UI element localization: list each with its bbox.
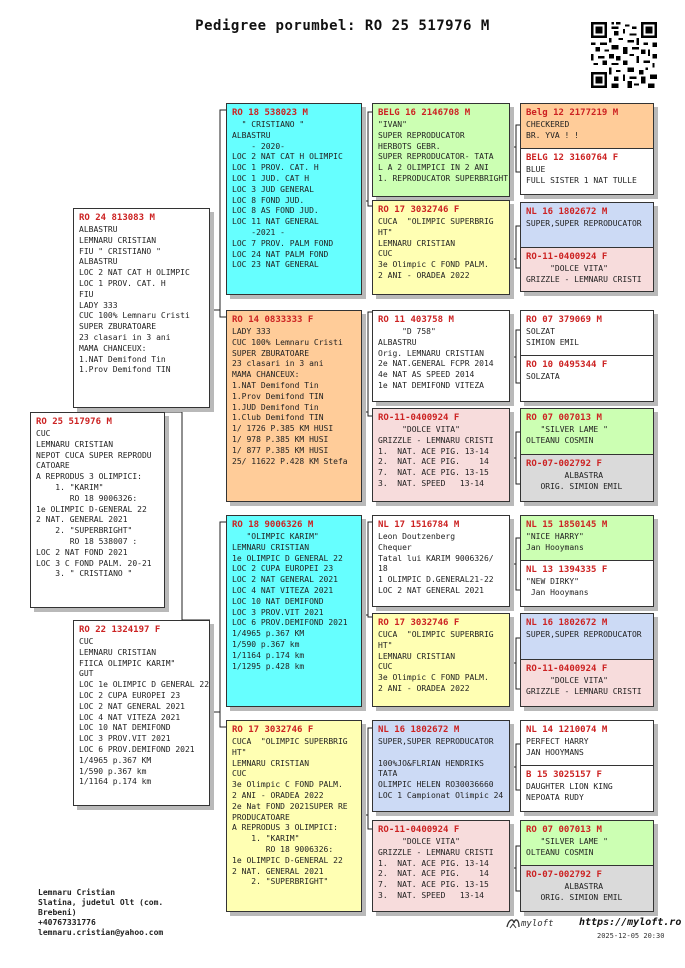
pigeon-details: CHECKERED BR. YVA ! ! xyxy=(526,120,579,140)
pigeon-details: SUPER,SUPER REPRODUCATOR xyxy=(526,219,642,228)
pigeon-details: DAUGHTER LION KING NEPOATA RUDY xyxy=(526,782,613,802)
ring-number: NL 15 1850145 M xyxy=(526,520,608,530)
ring-number: B 15 3025157 F xyxy=(526,770,602,780)
ring-number: RO 25 517976 M xyxy=(36,417,112,427)
ring-number: BELG 16 2146708 M xyxy=(378,108,471,118)
pigeon-card-sire-sire xyxy=(226,103,362,295)
pigeon-pair-6 xyxy=(520,613,654,707)
owner-contact: Lemnaru Cristian Slatina, judetul Olt (com. Brebeni) +40767331776 lemnaru.cristian@yahoo.com xyxy=(38,888,164,937)
pigeon-card-dam-sire xyxy=(226,515,362,707)
pigeon-card-sire-dam xyxy=(226,310,362,502)
pigeon-details: CUC LEMNARU CRISTIAN NEPOT CUCA SUPER REPRODU CATOARE A REPRODUS 3 OLIMPICI: 1. "KARIM" RO 18 9006326: 1e OLIMPIC D-GENERAL 22 2 NAT. GENERAL 2021 2. "SUPERBRIGHT" RO 18 538007 : LOC 2 NAT FOND 2021 LOC 3 C FOND PALM. 20-21 3. " CRISTIANO " xyxy=(36,429,152,579)
pigeon-details: SUPER,SUPER REPRODUCATOR 100%JO&FLRIAN HENDRIKS TATA OLIMPIC HELEN RO30036660 LOC 1 Campionat Olimpic 24 xyxy=(378,737,504,800)
brand-logo: myloft xyxy=(521,919,554,929)
ring-number: RO 17 3032746 F xyxy=(232,725,314,735)
pigeon-details: "IVAN" SUPER REPRODUCATOR HERBOTS GEBR. SUPER REPRODUCATOR- TATA L A 2 OLIMPICI IN 2 ANI 1. REPRODUCATOR SUPERBRIGHT xyxy=(378,120,509,183)
pigeon-details: "DOLCE VITA" GRIZZLE - LEMNARU CRISTI 1. NAT. ACE PIG. 13-14 2. NAT. ACE PIG. 14 7. NAT. ACE PIG. 13-15 3. NAT. SPEED 13-14 xyxy=(378,837,494,900)
ring-number: RO 10 0495344 F xyxy=(526,360,608,370)
pigeon-pair-3 xyxy=(520,310,654,402)
pigeon-card-ssd xyxy=(372,200,510,295)
ring-number: RO-11-0400924 F xyxy=(378,825,460,835)
pigeon-details: ALBASTRA ORIG. SIMION EMIL xyxy=(540,882,623,902)
page-title: Pedigree porumbel: RO 25 517976 M xyxy=(195,18,490,34)
ring-number: RO 17 3032746 F xyxy=(378,205,460,215)
pigeon-details: CUCA "OLIMPIC SUPERBRIG HT" LEMNARU CRISTIAN CUC 3e Olimpic C FOND PALM. 2 ANI - ORADEA 2022 xyxy=(378,217,494,280)
pigeon-details: "DOLCE VITA" GRIZZLE - LEMNARU CRISTI xyxy=(526,264,642,284)
pigeon-pair-7 xyxy=(520,720,654,812)
pigeon-details: SOLZAT SIMION EMIL xyxy=(526,327,579,347)
ring-number: RO 14 0833333 F xyxy=(232,315,314,325)
pigeon-card-ddd xyxy=(372,820,510,912)
ring-number: RO-11-0400924 F xyxy=(526,252,608,262)
pigeon-pair-1 xyxy=(520,103,654,195)
pigeon-details: " CRISTIANO " ALBASTRU - 2020- LOC 2 NAT CAT H OLIMPIC LOC 1 PROV. CAT. H LOC 1 JUD. CAT H LOC 3 JUD GENERAL LOC 8 FOND JUD. LOC 8 AS FOND JUD. LOC 11 NAT GENERAL -2021 - LOC 7 PROV. PALM FOND LOC 24 NAT PALM FOND LOC 23 NAT GENERAL xyxy=(232,120,343,270)
ring-number: RO-07-002792 F xyxy=(526,870,602,880)
pigeon-details: BLUE FULL SISTER 1 NAT TULLE xyxy=(526,165,637,185)
ring-number: RO-11-0400924 F xyxy=(526,664,608,674)
ring-number: RO 07 007013 M xyxy=(526,413,602,423)
pigeon-card-sire xyxy=(73,208,210,408)
ring-number: RO 18 9006326 M xyxy=(232,520,314,530)
ring-number: NL 13 1394335 F xyxy=(526,565,608,575)
ring-number: RO 07 379069 M xyxy=(526,315,602,325)
pigeon-details: "D 758" ALBASTRU Orig. LEMNARU CRISTIAN 2e NAT.GENERAL FCPR 2014 4e NAT AS SPEED 2014 1e NAT DEMIFOND VITEZA xyxy=(378,327,494,390)
pigeon-details: "NICE HARRY" Jan Hooymans xyxy=(526,532,584,552)
pigeon-pair-5 xyxy=(520,515,654,607)
pigeon-details: "OLIMPIC KARIM" LEMNARU CRISTIAN 1e OLIMPIC D GENERAL 22 LOC 2 CUPA EUROPEI 23 LOC 2 NAT GENERAL 2021 LOC 4 NAT VITEZA 2021 LOC 10 NAT DEMIFOND LOC 3 PROV.VIT 2021 LOC 6 PROV.DEMIFOND 2021 1/4965 p.367 KM 1/590 p.367 km 1/1164 p.174 km 1/1295 p.428 km xyxy=(232,532,348,671)
pigeon-details: SOLZATA xyxy=(526,372,560,381)
pigeon-details: Leon Doutzenberg Chequer Tatal lui KARIM 9006326/ 18 1 OLIMPIC D.GENERAL21-22 LOC 2 NAT GENERAL 2021 xyxy=(378,532,494,595)
pigeon-pair-8 xyxy=(520,820,654,912)
pigeon-card-sdd xyxy=(372,408,510,502)
pigeon-pair-4 xyxy=(520,408,654,502)
brand-url[interactable]: https://myloft.ro xyxy=(579,917,682,928)
ring-number: NL 17 1516784 M xyxy=(378,520,460,530)
ring-number: RO 22 1324197 F xyxy=(79,625,161,635)
pigeon-details: "DOLCE VITA" GRIZZLE - LEMNARU CRISTI 1. NAT. ACE PIG. 13-14 2. NAT. ACE PIG. 14 7. NAT. ACE PIG. 13-15 3. NAT. SPEED 13-14 xyxy=(378,425,494,488)
myloft-logo-icon xyxy=(505,915,521,931)
pigeon-details: ALBASTRU LEMNARU CRISTIAN FIU " CRISTIANO " ALBASTRU LOC 2 NAT CAT H OLIMPIC LOC 1 PROV. CAT. H FIU LADY 333 CUC 100% Lemnaru Cristi SUPER ZBURATOARE 23 clasari in 3 ani MAMA CHANCEUX: 1.NAT Demifond Tin 1.Prov Demifond TIN xyxy=(79,225,190,375)
pigeon-card-dds xyxy=(372,720,510,812)
pigeon-details: "SILVER LAME " OLTEANU COSMIN xyxy=(526,425,608,445)
ring-number: NL 16 1802672 M xyxy=(526,618,608,628)
pigeon-details: LADY 333 CUC 100% Lemnaru Cristi SUPER ZBURATOARE 23 clasari in 3 ani MAMA CHANCEUX: 1.NAT Demifond Tin 1.Prov Demifond TIN 1.JUD Demifond Tin 1.Club Demifond TIN 1/ 1726 P.385 KM HUSI 1/ 978 P.385 KM HUSI 1/ 877 P.385 KM HUSI 25/ 11622 P.428 KM Stefa xyxy=(232,327,348,466)
pigeon-details: CUC LEMNARU CRISTIAN FIICA OLIMPIC KARIM" GUT LOC 1e OLIMPIC D GENERAL 22 LOC 2 CUPA EUROPEI 23 LOC 2 NAT GENERAL 2021 LOC 4 NAT VITEZA 2021 LOC 10 NAT DEMIFOND LOC 3 PROV.VIT 2021 LOC 6 PROV.DEMIFOND 2021 1/4965 p.367 KM 1/590 p.367 km 1/1164 p.174 km xyxy=(79,637,210,787)
ring-number: NL 16 1802672 M xyxy=(526,207,608,217)
ring-number: RO 11 403758 M xyxy=(378,315,454,325)
pigeon-details: "SILVER LAME " OLTEANU COSMIN xyxy=(526,837,608,857)
ring-number: RO 24 813083 M xyxy=(79,213,155,223)
pigeon-details: ALBASTRA ORIG. SIMION EMIL xyxy=(540,471,623,491)
pigeon-card-dam xyxy=(73,620,210,806)
pigeon-details: "NEW DIRKY" Jan Hooymans xyxy=(526,577,589,597)
pigeon-card-dam-dam xyxy=(226,720,362,912)
pigeon-details: "DOLCE VITA" GRIZZLE - LEMNARU CRISTI xyxy=(526,676,642,696)
ring-number: RO-11-0400924 F xyxy=(378,413,460,423)
print-timestamp: 2025-12-05 20:30 xyxy=(597,932,665,940)
pigeon-card-dss xyxy=(372,515,510,607)
ring-number: RO 17 3032746 F xyxy=(378,618,460,628)
ring-number: BELG 12 3160764 F xyxy=(526,153,619,163)
pigeon-details: CUCA "OLIMPIC SUPERBRIG HT" LEMNARU CRISTIAN CUC 3e Olimpic C FOND PALM. 2 ANI - ORADEA 2022 2e Nat FOND 2021SUPER RE PRODUCATOARE A REPRODUS 3 OLIMPICI: 1. "KARIM" RO 18 9006326: 1e OLIMPIC D-GENERAL 22 2 NAT. GENERAL 2021 2. "SUPERBRIGHT" xyxy=(232,737,348,887)
pigeon-card-sss xyxy=(372,103,510,197)
ring-number: NL 14 1210074 M xyxy=(526,725,608,735)
ring-number: RO-07-002792 F xyxy=(526,459,602,469)
ring-number: RO 18 538023 M xyxy=(232,108,308,118)
pigeon-details: PERFECT HARRY JAN HOOYMANS xyxy=(526,737,589,757)
ring-number: Belg 12 2177219 M xyxy=(526,108,619,118)
pigeon-details: SUPER,SUPER REPRODUCATOR xyxy=(526,630,642,639)
pigeon-card-dsd xyxy=(372,613,510,707)
pigeon-pair-2 xyxy=(520,202,654,292)
pigeon-details: CUCA "OLIMPIC SUPERBRIG HT" LEMNARU CRISTIAN CUC 3e Olimpic C FOND PALM. 2 ANI - ORADEA 2022 xyxy=(378,630,494,693)
ring-number: NL 16 1802672 M xyxy=(378,725,460,735)
pigeon-card-sds xyxy=(372,310,510,402)
ring-number: RO 07 007013 M xyxy=(526,825,602,835)
pigeon-card-subject xyxy=(30,412,165,608)
